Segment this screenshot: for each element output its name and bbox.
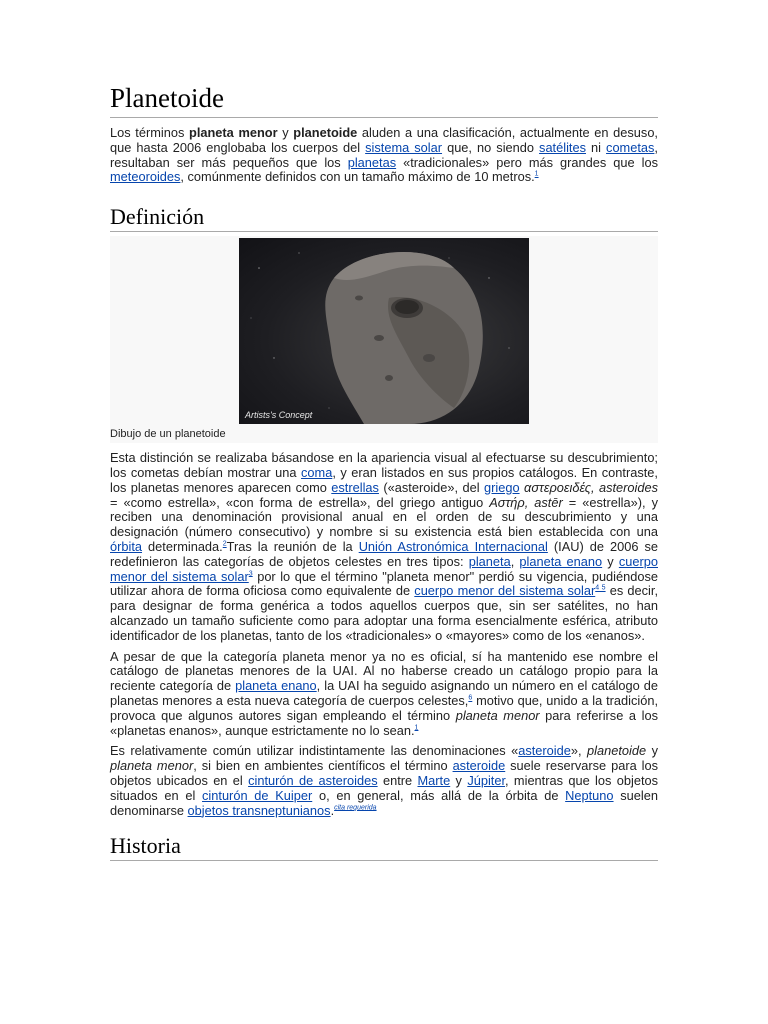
link-cinturon-kuiper[interactable]: cinturón de Kuiper [202, 787, 313, 803]
text: y [277, 125, 294, 140]
italic-term: planeta menor [455, 707, 540, 723]
link-cinturon-asteroides[interactable]: cinturón de asteroides [248, 772, 378, 788]
paragraph [110, 650, 658, 739]
reference-link[interactable]: 1 [414, 724, 419, 732]
text: Es relativamente común utilizar indistintamente las denominaciones « [110, 743, 519, 759]
link-union-astronomica[interactable]: Unión Astronómica Internacional [358, 538, 548, 554]
text: , mientras que los objetos situados en el [110, 772, 659, 803]
text: Los términos [110, 125, 189, 140]
link-neptuno[interactable]: Neptuno [565, 787, 614, 803]
text: , comúnmente definidos con un tamaño máximo de 10 metros. [180, 169, 535, 185]
link-estrellas[interactable]: estrellas [331, 479, 379, 495]
planetoid-image[interactable] [239, 238, 529, 424]
link-planeta[interactable]: planeta [468, 553, 511, 569]
figure [110, 236, 658, 443]
text: », [570, 743, 588, 759]
text: suelen denominarse [110, 787, 658, 818]
text: («asteroide», del [378, 479, 484, 495]
link-cuerpo-menor[interactable]: cuerpo menor del sistema solar [110, 553, 658, 584]
reference-link[interactable]: 1 [534, 171, 539, 179]
text: entre [377, 772, 418, 788]
citation-needed-link[interactable]: cita requerida [334, 804, 377, 812]
link-planeta-enano[interactable]: planeta enano [235, 678, 317, 694]
text: y [450, 772, 468, 788]
intro-paragraph [110, 126, 658, 185]
link-planeta-enano[interactable]: planeta enano [519, 553, 603, 569]
text: ni [586, 139, 607, 155]
text: A pesar de que la categoría planeta menor ya no es oficial, sí ha mantenido ese nombre el catálogo de planetas menores de la UAI. Al no haberse creado un catálogo propio para la reciente categoría de [110, 648, 658, 694]
text: «tradicionales» pero más grandes que los [396, 154, 658, 170]
bold-term: planeta menor [189, 125, 278, 140]
text: Tras la reunión de la [226, 538, 359, 554]
text: determinada. [142, 538, 223, 554]
figure-caption: Dibujo de un planetoide [110, 428, 226, 441]
link-objetos-transneptunianos[interactable]: objetos transneptunianos [187, 802, 331, 818]
text: , [510, 553, 520, 569]
link-planetas[interactable]: planetas [347, 154, 397, 170]
text: , y eran listados en sus propios catálogos. En contraste, los planetas menores aparecen como [110, 464, 658, 495]
text: (IAU) de 2006 se redefinieron las categorías de objetos celestes en tres tipos: [110, 538, 658, 569]
text: motivo que, unido a la tradición, provoca que algunos autores sigan empleando el término [110, 692, 658, 723]
link-marte[interactable]: Marte [417, 772, 451, 788]
text: = «estrella»), y reciben una denominación provisional anual en el orden de su descubrimiento y una designación (número consecutivo) y nombre si su existencia está bien establecida con una [110, 494, 658, 540]
page-title: Planetoide [110, 80, 658, 118]
italic-term: planetoide [587, 743, 647, 759]
text: = «como estrella», «con forma de estrella», del griego antiguo [110, 494, 490, 510]
text: suele reservarse para los objetos ubicados en el [110, 758, 659, 788]
italic-term: Αστήρ, astēr [489, 494, 563, 510]
text: . [330, 802, 335, 818]
section-heading-historia: Historia [110, 832, 658, 861]
text: para referirse a los «planetas enanos», aunque estrictamente no lo sean. [110, 707, 658, 738]
text: , resultaban ser más pequeños que los [110, 139, 658, 170]
reference-link[interactable]: 6 [468, 694, 473, 702]
paragraph [110, 744, 658, 818]
text: y [602, 553, 619, 569]
text: es decir, para designar de forma genérica a todos aquellos cuerpos que, sin ser satélites, no han alcanzado un tamaño suficiente como para adoptar una forma esencialmente esférica, atributo identificador de los planetas, tanto de los «tradicionales» o «mayores» como de los «enanos». [110, 583, 658, 643]
link-cuerpo-menor[interactable]: cuerpo menor del sistema solar [414, 583, 596, 599]
italic-term: planeta menor [110, 758, 194, 774]
reference-link[interactable]: 2 [222, 540, 227, 548]
text: , si bien en ambientes científicos el término [193, 758, 453, 774]
reference-link[interactable]: 3 [248, 570, 253, 578]
text: por lo que el término "planeta menor" perdió su vigencia, pudiéndose utilizar ahora de forma oficiosa como equivalente de [110, 568, 659, 599]
article [110, 80, 658, 861]
section-heading-definicion: Definición [110, 203, 658, 232]
text: o, en general, más allá de la órbita de [312, 787, 566, 803]
link-asteroide[interactable]: asteroide [452, 758, 506, 774]
reference-link[interactable]: 4 5 [595, 585, 606, 593]
paragraph [110, 451, 658, 643]
bold-term: planetoide [293, 125, 358, 140]
link-asteroide[interactable]: asteroide [518, 743, 571, 759]
link-meteoroides[interactable]: meteoroides [110, 169, 181, 185]
link-coma[interactable]: coma [301, 464, 333, 480]
text: , la UAI ha seguido asignando un número en el catálogo de planetas menores a esta nueva categoría de cuerpos celestes, [110, 678, 658, 708]
text: que, no siendo [442, 139, 540, 155]
link-sistema-solar[interactable]: sistema solar [365, 139, 443, 155]
text: aluden a una clasificación, actualmente en desuso, que hasta 2006 englobaba los cuerpos del [110, 125, 658, 155]
link-griego[interactable]: griego [484, 479, 520, 495]
text: Esta distinción se realizaba básandose en la apariencia visual al efectuarse su descubrimiento; los cometas debían mostrar una [110, 450, 658, 480]
text: y [646, 743, 658, 759]
link-satelites[interactable]: satélites [539, 139, 586, 155]
italic-term: αστεροειδές, asteroides [524, 479, 658, 495]
link-jupiter[interactable]: Júpiter [467, 772, 506, 788]
link-orbita[interactable]: órbita [110, 538, 143, 554]
image-overlay-label: Artists's Concept [245, 410, 313, 421]
link-cometas[interactable]: cometas [606, 139, 655, 155]
